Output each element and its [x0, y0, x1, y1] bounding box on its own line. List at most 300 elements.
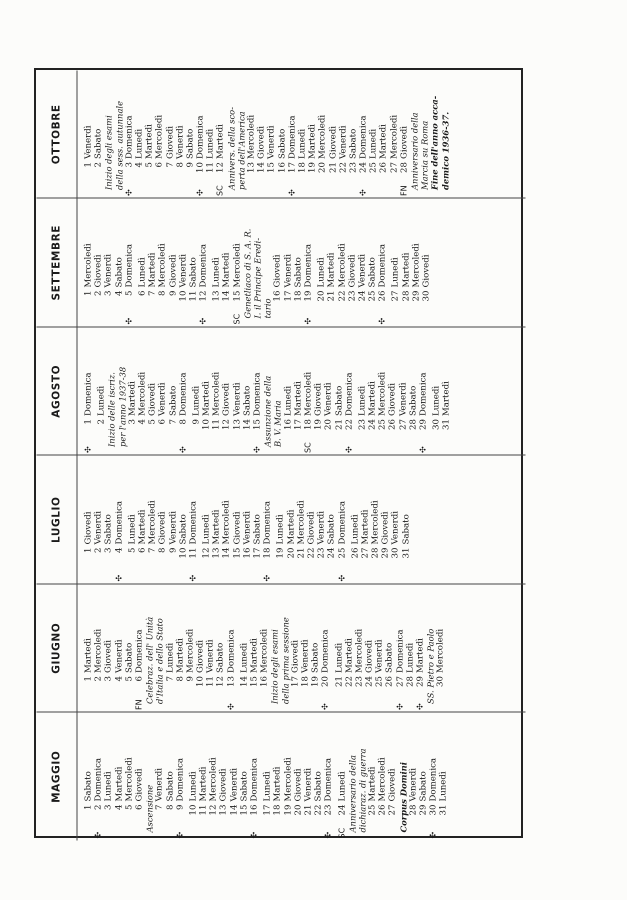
- month-column: [36, 326, 525, 455]
- weekday-name: Sabato: [384, 642, 395, 673]
- day-number: 19: [302, 290, 313, 301]
- day-row: [367, 717, 377, 839]
- day-row: [326, 203, 336, 325]
- holiday-cross-icon: ✣: [262, 574, 272, 581]
- day-row: [221, 203, 231, 325]
- day-row: [303, 717, 313, 839]
- day-number: 6: [133, 675, 144, 681]
- day-number: 26: [349, 547, 360, 558]
- day-number: 4: [113, 804, 124, 810]
- day-row: [93, 588, 103, 710]
- day-number: 20: [292, 804, 303, 815]
- day-row: [195, 74, 205, 196]
- day-row: [175, 717, 185, 839]
- day-row: [103, 588, 113, 710]
- event-note: tario: [262, 297, 273, 318]
- day-number: 21: [333, 418, 344, 430]
- day-row: [165, 588, 175, 710]
- day-row: [431, 331, 441, 453]
- weekday-name: Giovedì: [195, 639, 206, 673]
- day-number: 6: [136, 290, 147, 296]
- day-row: [114, 717, 124, 839]
- day-number: 3: [103, 290, 114, 296]
- day-number: 5: [123, 675, 134, 681]
- day-number: 2: [93, 804, 104, 810]
- weekday-name: Giovedì: [421, 254, 431, 287]
- day-number: 6: [154, 161, 165, 167]
- weekday-name: Venerdì: [154, 767, 165, 801]
- day-number: 1: [83, 418, 93, 424]
- day-row: [320, 588, 330, 710]
- calendar-table: [36, 70, 525, 840]
- day-number: 18: [272, 804, 283, 815]
- day-row: [157, 203, 167, 325]
- day-row: [307, 74, 317, 196]
- weekday-name: Martedì: [359, 509, 370, 544]
- weekday-name: Giovedì: [231, 511, 242, 544]
- day-row: [337, 203, 347, 325]
- day-number: 18: [299, 675, 310, 687]
- day-row: [310, 588, 320, 710]
- day-number: 9: [184, 161, 195, 167]
- day-number: 10: [177, 547, 188, 558]
- day-number: 4: [113, 290, 124, 296]
- weekday-name: Martedì: [147, 252, 158, 287]
- day-row: [277, 74, 287, 196]
- day-row: [337, 460, 347, 582]
- weekday-name: Giovedì: [167, 254, 178, 287]
- weekday-name: Sabato: [187, 256, 198, 287]
- weekday-name: Venerdì: [299, 639, 310, 673]
- day-row: [93, 460, 103, 582]
- day-number: 10: [195, 675, 206, 687]
- weekday-name: Sabato: [113, 256, 124, 287]
- day-row: [185, 588, 195, 710]
- day-number: 4: [113, 547, 124, 553]
- day-row: [242, 331, 252, 453]
- day-row: [147, 460, 157, 582]
- weekday-name: Venerdì: [93, 510, 104, 544]
- day-number: 7: [154, 804, 165, 810]
- day-row: [93, 203, 103, 325]
- holiday-cross-icon: ✣: [113, 574, 123, 581]
- holiday-cross-icon: ✣: [174, 831, 184, 838]
- weekday-name: Martedì: [400, 252, 411, 287]
- day-number: 27: [387, 804, 398, 815]
- day-number: 16: [249, 804, 259, 815]
- day-row: [249, 717, 259, 839]
- weekday-name: Mercoledì: [83, 242, 93, 287]
- day-row: [211, 460, 221, 582]
- month-columns: [36, 70, 525, 840]
- weekday-name: Domenica: [286, 114, 297, 159]
- holiday-cross-icon: ✣: [302, 317, 312, 324]
- day-row: [232, 203, 242, 325]
- holiday-cross-icon: ✣: [418, 445, 427, 453]
- day-row: [418, 331, 428, 453]
- day-number: 25: [336, 547, 347, 558]
- day-number: 24: [364, 675, 375, 687]
- day-number: 3: [123, 161, 134, 167]
- day-number: 29: [418, 804, 428, 815]
- holiday-cross-icon: ✣: [177, 445, 187, 453]
- day-row: [290, 588, 300, 710]
- day-row: [191, 331, 201, 453]
- weekday-name: Lunedì: [390, 256, 401, 287]
- day-row: [334, 331, 344, 453]
- month-header: GIUGNO: [36, 584, 77, 712]
- day-number: 20: [320, 675, 331, 687]
- weekday-name: Lunedì: [349, 513, 360, 544]
- weekday-name: Mercoledì: [259, 628, 270, 673]
- weekday-name: Mercoledì: [302, 371, 313, 416]
- holiday-cross-icon: ✣: [336, 574, 346, 581]
- weekday-name: Giovedì: [164, 125, 175, 159]
- weekday-name: Venerdì: [407, 767, 418, 801]
- day-number: 24: [336, 804, 347, 815]
- holiday-cross-icon: ✣: [83, 445, 92, 453]
- day-row: [165, 717, 175, 839]
- day-number: 2: [93, 161, 104, 167]
- day-number: 4: [133, 161, 144, 167]
- day-number: 2: [96, 418, 107, 424]
- day-number: 25: [367, 804, 378, 815]
- day-number: 6: [157, 418, 168, 424]
- day-number: 10: [201, 418, 212, 430]
- weekday-name: Martedì: [285, 509, 296, 544]
- weekday-name: Mercoledì: [353, 628, 364, 673]
- day-number: 17: [262, 804, 273, 815]
- day-number: 13: [218, 804, 229, 815]
- weekday-name: Mercoledì: [370, 499, 381, 544]
- event-note: I. il Principe Eredi-: [252, 237, 262, 318]
- day-row: [127, 460, 137, 582]
- day-number: 11: [205, 675, 216, 687]
- weekday-name: Sabato: [252, 513, 262, 544]
- day-row: [83, 203, 93, 325]
- weekday-name: Mercoledì: [377, 371, 388, 416]
- day-number: 19: [307, 161, 318, 173]
- day-number: 5: [147, 418, 158, 424]
- day-row: [354, 588, 364, 710]
- day-number: 12: [215, 675, 226, 687]
- weekday-name: Venerdì: [374, 639, 385, 673]
- day-number: 5: [123, 290, 134, 296]
- day-row: [137, 203, 147, 325]
- weekday-name: Mercoledì: [123, 756, 134, 801]
- weekday-name: Domenica: [187, 500, 198, 544]
- weekday-name: Domenica: [93, 757, 104, 801]
- event-note: SS. Pietro e Paolo: [425, 628, 436, 704]
- weekday-name: Sabato: [215, 642, 226, 673]
- weekday-name: Venerdì: [113, 639, 124, 673]
- day-row: [398, 331, 408, 453]
- weekday-name: Domenica: [358, 114, 369, 159]
- weekday-name: Mercoledì: [295, 499, 306, 544]
- day-number: 26: [378, 161, 389, 173]
- day-row: [357, 203, 367, 325]
- event-note: della prima sessione: [279, 616, 290, 704]
- day-number: 16: [282, 418, 293, 430]
- day-row: [226, 588, 236, 710]
- day-row: [157, 331, 167, 453]
- day-number: 24: [358, 161, 369, 173]
- weekday-name: Venerdì: [103, 253, 114, 287]
- weekday-name: Giovedì: [305, 511, 316, 544]
- day-row: [178, 331, 188, 453]
- day-row: [229, 717, 239, 839]
- weekday-name: Lunedì: [296, 128, 307, 159]
- month-day-list: [77, 584, 446, 712]
- weekday-name: Sabato: [310, 642, 321, 673]
- day-number: 8: [177, 418, 188, 424]
- weekday-name: Sabato: [333, 385, 344, 416]
- day-number: 2: [93, 547, 104, 553]
- day-row: [344, 588, 354, 710]
- day-row: [338, 74, 348, 196]
- day-number: 11: [205, 161, 216, 173]
- weekday-name: Lunedì: [133, 128, 144, 159]
- weekday-name: Venerdì: [266, 125, 277, 159]
- weekday-name: Lunedì: [282, 385, 293, 416]
- day-row: [387, 717, 397, 839]
- day-number: 17: [286, 161, 297, 173]
- calendar-frame: [34, 68, 523, 838]
- weekday-name: Martedì: [415, 637, 425, 673]
- weekday-name: Lunedì: [164, 642, 175, 673]
- holiday-cross-icon: ✣: [187, 574, 197, 581]
- day-row: [377, 203, 387, 325]
- day-number: 19: [313, 418, 324, 430]
- weekday-name: Mercoledì: [317, 114, 328, 159]
- event-note: Inizio degli esami: [103, 114, 114, 190]
- weekday-name: Lunedì: [211, 256, 222, 287]
- day-number: 18: [262, 547, 273, 558]
- weekday-name: Sabato: [418, 770, 428, 801]
- weekday-name: Giovedì: [380, 511, 391, 544]
- month-header: LUGLIO: [36, 456, 77, 584]
- day-row: [384, 588, 394, 710]
- weekday-name: Martedì: [378, 123, 389, 159]
- month-header: AGOSTO: [36, 327, 77, 455]
- day-row: [83, 588, 93, 710]
- day-row: [205, 74, 215, 196]
- day-number: 18: [296, 161, 307, 173]
- weekday-name: Giovedì: [387, 768, 398, 801]
- weekday-name: Domenica: [123, 243, 134, 287]
- day-number: 7: [147, 547, 158, 553]
- day-number: 5: [144, 161, 155, 167]
- day-number: 23: [353, 675, 364, 687]
- event-note: Inizio degli esami: [269, 628, 280, 704]
- day-number: 14: [241, 418, 252, 430]
- day-number: 26: [377, 290, 388, 301]
- day-number: 13: [246, 161, 256, 173]
- day-row: [114, 588, 124, 710]
- weekday-name: Giovedì: [221, 382, 232, 416]
- weekday-name: Domenica: [174, 757, 185, 801]
- day-row: [134, 588, 144, 710]
- day-row: [83, 331, 93, 453]
- day-row: [221, 460, 231, 582]
- day-row: [328, 74, 338, 196]
- event-note: Assunzione della: [262, 375, 273, 447]
- day-number: 31: [438, 804, 449, 815]
- day-number: 3: [103, 675, 114, 681]
- day-number: 4: [113, 675, 124, 681]
- weekday-name: Mercoledì: [208, 756, 219, 801]
- day-row: [185, 74, 195, 196]
- weekday-name: Mercoledì: [136, 371, 147, 416]
- weekday-name: Giovedì: [292, 768, 303, 801]
- weekday-name: Lunedì: [404, 642, 415, 673]
- weekday-name: Venerdì: [356, 253, 367, 287]
- day-row: [297, 74, 307, 196]
- weekday-name: Martedì: [144, 123, 155, 159]
- weekday-name: Venerdì: [323, 382, 334, 416]
- holiday-cross-icon: ✣: [195, 188, 205, 196]
- day-number: 3: [103, 804, 114, 810]
- weekday-name: Mercoledì: [388, 114, 399, 159]
- day-number: 12: [215, 161, 226, 173]
- day-number: 5: [126, 547, 137, 553]
- day-row: [399, 74, 409, 196]
- day-number: 12: [198, 290, 209, 301]
- day-number: 31: [400, 547, 411, 558]
- day-row: [205, 588, 215, 710]
- day-row: [395, 588, 405, 710]
- day-number: 3: [126, 418, 137, 424]
- month-column: [36, 455, 525, 584]
- weekday-name: Venerdì: [177, 253, 188, 287]
- day-row: [134, 717, 144, 839]
- day-row: [303, 331, 313, 453]
- day-row: [313, 717, 323, 839]
- day-number: 29: [380, 547, 391, 558]
- event-note: Ascensione: [144, 784, 155, 832]
- weekday-name: Giovedì: [133, 768, 144, 801]
- weekday-name: Domenica: [83, 371, 93, 416]
- day-number: 2: [93, 675, 104, 681]
- weekday-name: Giovedì: [387, 382, 398, 416]
- day-row: [287, 74, 297, 196]
- event-note: della sess. autunnale: [113, 100, 124, 190]
- day-row: [350, 460, 360, 582]
- day-number: 22: [343, 675, 354, 687]
- day-row: [168, 460, 178, 582]
- day-row: [221, 331, 231, 453]
- weekday-name: Sabato: [83, 770, 93, 801]
- day-number: 7: [164, 161, 175, 167]
- day-row: [387, 331, 397, 453]
- day-number: 19: [282, 804, 293, 815]
- day-number: 11: [187, 290, 198, 301]
- day-row: [367, 203, 377, 325]
- day-row: [334, 588, 344, 710]
- holiday-cross-icon: ✣: [377, 317, 387, 324]
- day-number: 30: [431, 418, 442, 430]
- day-number: 28: [407, 418, 418, 430]
- weekday-name: Lunedì: [368, 128, 379, 159]
- day-row: [370, 460, 380, 582]
- day-row: [198, 203, 208, 325]
- day-row: [401, 460, 411, 582]
- holiday-cross-icon: ✣: [428, 831, 438, 838]
- weekday-name: Lunedì: [431, 385, 442, 416]
- day-number: 27: [394, 675, 405, 687]
- day-number: 8: [164, 804, 175, 810]
- day-marker: SC: [215, 184, 225, 196]
- holiday-cross-icon: ✣: [415, 702, 424, 710]
- weekday-name: Mercoledì: [435, 628, 446, 673]
- weekday-name: Venerdì: [302, 767, 313, 801]
- day-number: 29: [410, 290, 421, 301]
- day-number: 20: [316, 290, 327, 301]
- day-number: 28: [400, 290, 411, 301]
- day-number: 2: [93, 290, 104, 296]
- day-row: [195, 588, 205, 710]
- day-marker: SC: [336, 827, 346, 838]
- weekday-name: Sabato: [407, 385, 418, 416]
- weekday-name: Mercoledì: [221, 499, 232, 544]
- day-number: 17: [289, 675, 300, 687]
- day-number: 18: [302, 418, 313, 430]
- day-number: 19: [275, 547, 286, 558]
- day-number: 22: [336, 290, 347, 301]
- weekday-name: Mercoledì: [377, 756, 388, 801]
- weekday-name: Domenica: [418, 371, 428, 416]
- day-row: [337, 717, 347, 839]
- day-number: 23: [356, 418, 367, 430]
- day-row: [293, 331, 303, 453]
- day-row: [124, 588, 134, 710]
- weekday-name: Mercoledì: [184, 628, 195, 673]
- weekday-name: Domenica: [302, 243, 313, 287]
- day-row: [283, 203, 293, 325]
- day-row: [127, 331, 137, 453]
- day-row: [390, 460, 400, 582]
- weekday-name: Domenica: [198, 243, 209, 287]
- day-row: [215, 74, 225, 196]
- day-row: [103, 460, 113, 582]
- day-row: [401, 203, 411, 325]
- weekday-name: Venerdì: [390, 510, 401, 544]
- day-number: 10: [177, 290, 188, 301]
- day-row: [347, 203, 357, 325]
- month-column: [36, 198, 525, 327]
- day-row: [275, 460, 285, 582]
- day-row: [93, 74, 103, 196]
- weekday-name: Venerdì: [205, 639, 216, 673]
- day-number: 24: [367, 418, 378, 430]
- day-row: [438, 717, 448, 839]
- day-row: [323, 331, 333, 453]
- day-number: 17: [282, 290, 293, 301]
- day-row: [252, 331, 262, 453]
- day-row: [428, 717, 438, 839]
- weekday-name: Sabato: [123, 642, 134, 673]
- day-number: 18: [292, 290, 303, 301]
- weekday-name: Sabato: [367, 256, 378, 287]
- weekday-name: Venerdì: [174, 125, 185, 159]
- day-number: 28: [398, 161, 409, 173]
- weekday-name: Mercoledì: [246, 114, 256, 159]
- weekday-name: Domenica: [428, 757, 439, 801]
- weekday-name: Sabato: [326, 513, 337, 544]
- weekday-name: Martedì: [136, 509, 147, 544]
- event-note: Anniversario della: [346, 754, 357, 832]
- weekday-name: Mercoledì: [410, 242, 421, 287]
